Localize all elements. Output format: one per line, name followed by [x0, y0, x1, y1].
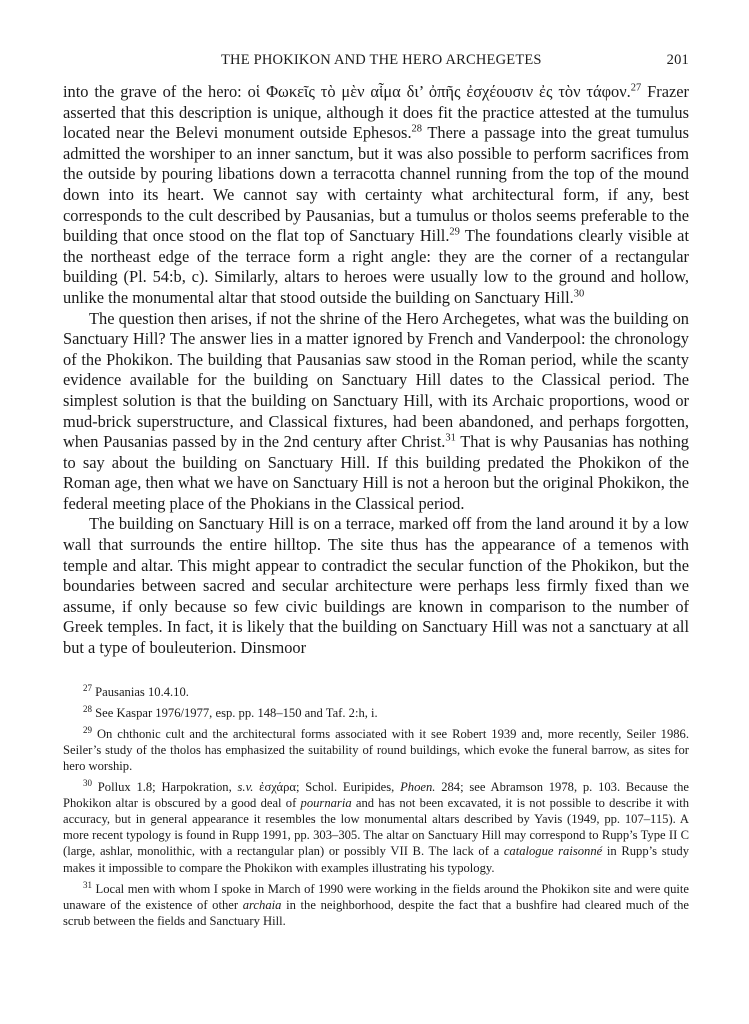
body-text: [63, 82, 689, 659]
paragraph-1: [63, 82, 689, 309]
running-title: THE PHOKIKON AND THE HERO ARCHEGETES: [221, 52, 542, 68]
footnote-text: in the neighborhood, despite the fact that a bushfire had cleared much of the scrub between the fields and Sanctuary Hill.: [63, 897, 689, 928]
footnote-italic: s.v.: [237, 780, 254, 795]
footnote-ref-29[interactable]: 29: [449, 226, 460, 238]
text-run: The building on Sanctuary Hill is on a terrace, marked off from the land around it by a low wall that surrounds the entire hilltop. The site thus has the appearance of a temenos with temple and altar. This might appear to contradict the secular function of the Phokikon, but the boundaries between sacred and secular architecture were perhaps less firmly fixed than we assume, if only because so few civic buildings are known in comparison to the number of Greek temples. In fact, it is likely that the building on Sanctuary Hill was not a sanctuary at all but a type of bouleuterion. Dinsmoor: [63, 514, 689, 658]
footnote-31: [63, 881, 689, 929]
footnote-number: 27: [83, 682, 92, 693]
footnote-text: Pollux 1.8; Harpokration,: [97, 780, 238, 795]
text-run: The question then arises, if not the shrine of the Hero Archegetes, what was the building on Sanctuary Hill? The answer lies in a matter ignored by French and Vanderpool: the chronology of the Phokikon. The building that Pausanias saw stood in the Roman period, while the scanty evidence available for the building on Sanctuary Hill dates to the Classical period. The simplest solution is that the building on Sanctuary Hill, with its Archaic proportions, wood or mud-brick superstructure, and Classical fixtures, had been abandoned, and perhaps forgotten, when Pausanias passed by in the 2nd century after Christ.: [63, 308, 689, 452]
text-run: That is why Pausanias has nothing to say about the building on Sanctuary Hill. If this building predated the Phokikon of the Roman age, then what we have on Sanctuary Hill is not a heroon but the original Phokikon, the federal meeting place of the Phokians in the Classical period.: [63, 432, 690, 513]
footnotes: [63, 684, 689, 929]
footnote-text: On chthonic cult and the architectural forms associated with it see Robert 1939 and, more recently, Seiler 1986. Seiler’s study of the tholos has emphasized the suitability of round buildings, which evoke the funeral barrow, as sites for hero worship.: [63, 726, 689, 773]
footnote-ref-27[interactable]: 27: [630, 82, 642, 94]
paragraph-2: [63, 309, 689, 515]
footnote-italic: pournaria: [300, 796, 352, 811]
footnote-text: Local men with whom I spoke in March of 1990 were working in the fields around the Phokikon site and were quite unaware of the existence of other: [63, 881, 689, 912]
footnote-28: [63, 705, 689, 721]
footnote-italic: Phoen.: [400, 780, 436, 795]
footnote-30: [63, 779, 689, 876]
footnote-ref-31[interactable]: 31: [445, 432, 456, 444]
footnote-number: 28: [83, 703, 92, 714]
page: [63, 52, 689, 934]
footnote-text: Pausanias 10.4.10.: [95, 684, 189, 699]
text-run: into the grave of the hero: οἱ Φωκεῖς τὸ μὲν αἷμα δι’ ὀπῆς ἐσχέουσιν ἐς τὸν τάφον.: [63, 82, 631, 101]
text-run: The foundations clearly visible at the northeast edge of the terrace form a right angle: they are the corner of a rectangular building (Pl. 54:b, c). Similarly, altars to heroes were usually low to the ground and hollow, unlike the monumental altar that stood outside the building on Sanctuary Hill.: [63, 226, 689, 307]
running-head: [63, 52, 689, 74]
footnote-number: 30: [83, 777, 92, 788]
page-number: 201: [666, 52, 689, 68]
footnote-text: in Rupp’s study makes it impossible to compare the Phokikon with examples illustrating his typology.: [63, 844, 689, 875]
footnote-text: ἐσχάρα; Schol. Euripides,: [253, 780, 401, 795]
footnote-italic: catalogue raisonné: [503, 844, 603, 859]
footnote-27: [63, 684, 689, 700]
text-run: Frazer asserted that this description is unique, although it does fit the practice attested at the tumulus located near the Belevi monument outside Ephesos.: [63, 82, 689, 143]
footnote-ref-28[interactable]: 28: [411, 123, 423, 135]
footnote-29: [63, 726, 689, 774]
footnote-text: and has not been excavated, it is not possible to describe it with accuracy, but in general appearance it resembles the low monumental altars described by Yavis (1949, pp. 107–115). A more recent typology is found in Rupp 1991, pp. 303–305. The altar on Sanctuary Hill may correspond to Rupp’s Type II C (large, ashlar, monolithic, with a rectangular plan) or possibly VII B. The lack of a: [63, 796, 689, 859]
footnote-italic: archaia: [242, 897, 282, 912]
footnote-ref-30[interactable]: 30: [573, 288, 585, 300]
paragraph-3: [63, 514, 689, 658]
footnote-text: See Kaspar 1976/1977, esp. pp. 148–150 and Taf. 2:h, i.: [95, 705, 378, 720]
footnote-text: 284; see Abramson 1978, p. 103. Because the Phokikon altar is obscured by a good deal of: [63, 780, 690, 811]
text-run: There a passage into the great tumulus admitted the worshiper to an inner sanctum, but it was also possible to perform sacrifices from the outside by pouring libations down a terracotta channel running from the top of the mound down into its heart. We cannot say with certainty what architectural form, if any, best corresponds to the cult described by Pausanias, but a tumulus or tholos seems preferable to the building that once stood on the flat top of Sanctuary Hill.: [63, 123, 690, 246]
footnote-number: 31: [83, 879, 92, 890]
footnote-number: 29: [83, 724, 92, 735]
